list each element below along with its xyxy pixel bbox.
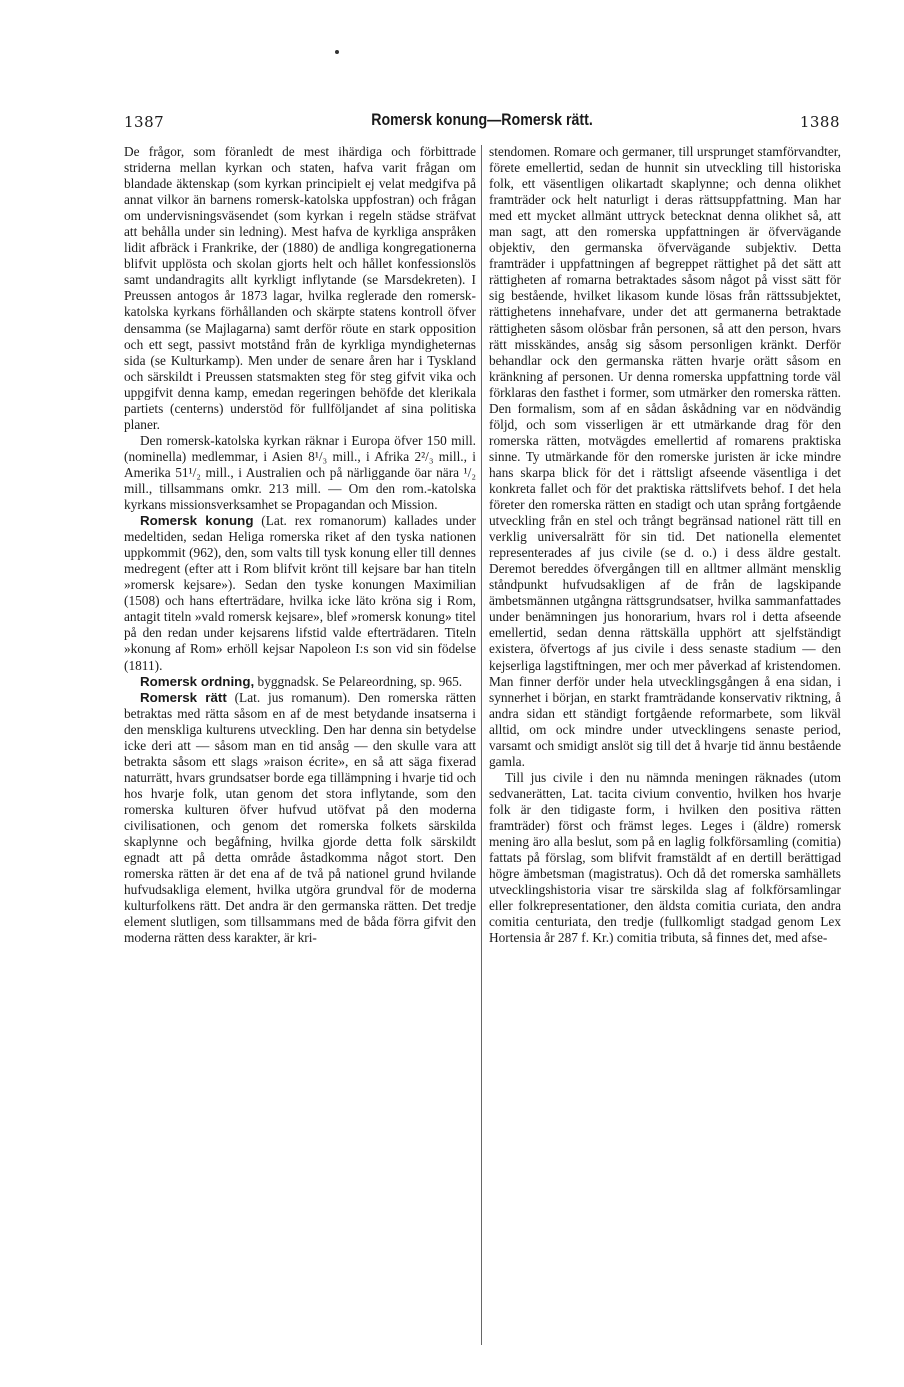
dictionary-entry [124,513,476,673]
entry-headword: Romersk rätt [140,689,227,705]
paragraph: De frågor, som föranledt de mest ihärdiga och förbittrade striderna mellan kyrkan och staten, hafva varit frågan om blandade äktenskap (som kyrkan principielt ej velat medgifva på annat vilkor än barnens romersk-katolska uppfostran) och frågan om undervisningsväsendet (som kyrkan i regeln städse sträfvat att behålla under sin ledning). Mest hafva de kyrkliga anspråken lidit afbräck i Frankrike, der (1880) de andliga kongregationerna blifvit upplösta och skolan gjorts helt och hållet konfessionslös samt undandragits allt kyrkligt inflytande (se Marsdekreten). I Preussen antogos år 1873 lagar, hvilka reglerade den romersk-katolska kyrkans förhållanden och skärpte statens kontroll öfver densamma (se Majlagarna) samt derför röute en stark opposition och ett segt, passivt motstånd från de kyrkliga myndigheternas sida (se Kulturkamp). Men under de senare åren har i Tyskland och särskildt i Preussen statsmakten steg för steg gifvit vika och uppgifvit denna kamp, emedan regeringen behöfde det klerikala partiets (centerns) understöd för fullföljandet af sina politiska planer. [124,144,476,432]
entry-text: (Lat. rex romanorum) kallades under medeltiden, sedan Heliga romerska riket af den tyska nationen uppkommit (962), den, som valts till tysk konung eller till dennes medregent (efter att i Rom blifvit krönt till kejsare bar han titeln »romersk kejsare»). Sedan den tyske konungen Maximilian (1508) och hans efterträdare, hvilka icke läto kröna sig i Rom, antagit titeln »vald romersk kejsare», blef »romersk konung» titel på den redan under kejsarens lifstid valde efterträdaren. Titeln »konung af Rom» erhöll kejsar Napoleon I:s son vid sin födelse (1811). [124,513,476,673]
entry-text: byggnadsk. Se Pelareordning, sp. 965. [254,673,463,689]
left-column [124,144,476,1354]
right-column [489,144,841,1354]
paragraph: Till jus civile i den nu nämnda meningen räknades (utom sedvanerätten, Lat. tacita civium conventio, hvilken hos hvarje folk är den tidigaste form, i hvilken den positiva rätten framträder) först och främst leges. Leges i (äldre) romersk mening äro alla beslut, som på en laglig folkförsamling (comitia) fattats på förslag, som blifvit framstäldt af en dertill berättigad högre ämbetsman (magistratus). Och då det romerska samhällets utvecklingshistoria visar tre särskilda slag af folkförsamlingar eller folkrepresentationer, den äldsta comitia curiata, den andra comitia centuriata, den tredje (fullkomligt stadgad genom Lex Hortensia år 287 f. Kr.) comitia tributa, så finnes det, med afse- [489,769,841,946]
dictionary-entry [124,690,476,947]
entry-headword: Romersk ordning, [140,673,255,689]
page-number-right: 1388 [799,113,840,131]
print-speck [335,50,339,54]
page-header [124,111,840,135]
paragraph: Den romersk-katolska kyrkan räknar i Europa öfver 150 mill. (nominella) medlemmar, i Asien 8¹/₃ mill., i Afrika 2²/₃ mill., i Amerika 51¹/₂ mill., i Australien och på närliggande öar nära ¹/₂ mill., tillsammans omkr. 213 mill. — Om den rom.-katolska kyrkans missionsverksamhet se Propagandan och Mission. [124,432,476,513]
paragraph: stendomen. Romare och germaner, till ursprunget stamförvandter, förete emellertid, sedan de hunnit sin utveckling till historiska folk, ett väsentligen olikartadt skaplynne; och denna olikhet framträder ock helt naturligt i deras rättsuppfattning. Man har med ett mycket allmänt uttryck betecknat denna olikhet så, att man sagt, att den romerska uppfattningen är öfvervägande objektiv, den germanska öfvervägande subjektiv. Detta framträder i uppfattningen af begreppet rättighet på det sätt att rättigheten af romarna betraktades såsom något på visst sätt för sig bestående, hvilket likasom kunde lösas från rättssubjektet, rättighetens innehafvare, under det att germanerna betraktade rättigheten såsom olösbar från personen, så att den person, hvars rätt misskändes, ansåg sig såsom personligen kränkt. Derför behandlar ock den germanska rätten hvarje orätt såsom en kränkning af personen. Ur denna romerska uppfattning torde väl förklaras den fasthet i former, som utmärker den romerska rätten. Den formalism, som af en sådan åskådning var en nödvändig följd, och som visserligen är ett utmärkande drag för den romerska rätten, motvägdes emellertid af romarens praktiska sinne. Ty utmärkande för den romerske juristen är icke mindre hans skarpa blick för det i rättsligt afseende väsentliga i det konkreta fallet och för det praktiska rättslifvets behof. I det hela företer den romerska rätten en stadigt och utan språng fortgående utveckling från en stel och trångt begränsad nationel rätt till en verklig universalrätt för sin tid. Det nationella elementet representerades af jus civile (se d. o.) i dess äldre gestalt. Deremot bereddes öfvergången till en alltmer allmänt mensklig ståndpunkt hufvudsakligen af de från de lagskipande ämbetsmännen utgångna rättsgrundsatser, hvilka sammanfattades under benämningen jus honorarium, hvars rol i detta afseende emellertid, sedan denna rättskälla upphört att sjelfständigt existera, öfvertogs af jus civile i dess senaste stadium — den kejserliga lagstiftningen, mer och mer påverkad af kristendomen. Man finner derför under hela utvecklingsgången å ena sidan, i synnerhet i början, en starkt framträdande konservativ riktning, å andra sidan ett ständigt fortgående reformarbete, som likväl alltid, om ock mindre under utvecklingens senaste period, varsamt och smidigt anslöt sig till det å hvarje tid ännu bestående gamla. [489,144,841,769]
column-divider [481,145,482,1345]
entry-text: (Lat. jus romanum). Den romerska rätten betraktas med rätta såsom en af de mest betydande insatserna i den menskliga kulturens utveckling. Den har denna sin betydelse icke deri att — såsom man en tid ansåg — den skulle vara att betrakta såsom ett slags »raison écrite», en så att säga fixerad naturrätt, hvars grundsatser borde ega tillämpning i hvarje tid och hos hvarje folk, utan genom det stora inflytande, som den romerska kulturen öfver hufvud utöfvat på den moderna civilisationen, och genom det romerska folkets särskilda skaplynne och begåfning, hvilka gjorde detta folk särskildt egnadt att på detta område åstadkomma något stort. Den romerska rätten är det ena af de två på nationel grund hvilande hufvudsakliga element, hvilka utgöra grundval för de moderna kulturfolkens rätt. Det andra är den germanska rätten. Det tredje element slutligen, som tillsammans med de båda förra gifvit den moderna rätten dess karakter, är kri- [124,689,476,946]
entry-headword: Romersk konung [140,513,254,529]
page-number-left: 1387 [124,113,165,131]
running-title: Romersk konung—Romersk rätt. [371,111,593,129]
dictionary-entry [124,674,476,690]
